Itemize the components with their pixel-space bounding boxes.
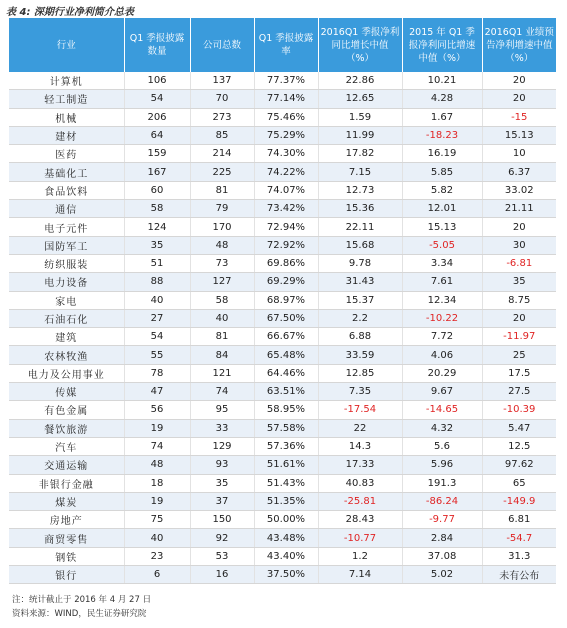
- forecast-growth-cell: 8.75: [482, 291, 556, 309]
- forecast-growth-cell: -6.81: [482, 254, 556, 272]
- forecast-growth-cell: 12.5: [482, 437, 556, 455]
- company-total-cell: 35: [190, 474, 254, 492]
- q1-disclosed-cell: 55: [124, 346, 190, 364]
- disclosure-rate-cell: 73.42%: [254, 200, 318, 218]
- company-total-cell: 33: [190, 419, 254, 437]
- growth-2016q1-cell: 11.99: [318, 126, 402, 144]
- growth-2015q1-cell: -86.24: [402, 492, 482, 510]
- industry-cell: 建筑: [9, 328, 124, 346]
- industry-cell: 通信: [9, 200, 124, 218]
- company-total-cell: 273: [190, 108, 254, 126]
- company-total-cell: 92: [190, 529, 254, 547]
- q1-disclosed-cell: 40: [124, 291, 190, 309]
- growth-2015q1-cell: 15.13: [402, 218, 482, 236]
- disclosure-rate-cell: 74.30%: [254, 145, 318, 163]
- table-row: [9, 364, 556, 382]
- forecast-growth-cell: -149.9: [482, 492, 556, 510]
- company-total-cell: 121: [190, 364, 254, 382]
- q1-disclosed-cell: 19: [124, 419, 190, 437]
- forecast-growth-cell: 6.81: [482, 511, 556, 529]
- industry-cell: 计算机: [9, 72, 124, 90]
- table-row: [9, 163, 556, 181]
- table-row: [9, 547, 556, 565]
- disclosure-rate-cell: 37.50%: [254, 566, 318, 584]
- growth-2015q1-cell: 20.29: [402, 364, 482, 382]
- industry-cell: 电力设备: [9, 273, 124, 291]
- q1-disclosed-cell: 6: [124, 566, 190, 584]
- industry-cell: 钢铁: [9, 547, 124, 565]
- forecast-growth-cell: 未有公布: [482, 566, 556, 584]
- table-row: [9, 474, 556, 492]
- growth-2016q1-cell: 17.33: [318, 456, 402, 474]
- industry-cell: 纺织服装: [9, 254, 124, 272]
- industry-cell: 食品饮料: [9, 181, 124, 199]
- growth-2016q1-cell: 22.11: [318, 218, 402, 236]
- forecast-growth-cell: 31.3: [482, 547, 556, 565]
- growth-2016q1-cell: 31.43: [318, 273, 402, 291]
- disclosure-rate-cell: 67.50%: [254, 309, 318, 327]
- q1-disclosed-cell: 74: [124, 437, 190, 455]
- forecast-growth-cell: 6.37: [482, 163, 556, 181]
- growth-2016q1-cell: 22.86: [318, 72, 402, 90]
- header-2015q1-profit-growth: 2015 年 Q1 季报净利同比增速中值（%）: [402, 18, 482, 72]
- disclosure-rate-cell: 64.46%: [254, 364, 318, 382]
- company-total-cell: 58: [190, 291, 254, 309]
- q1-disclosed-cell: 124: [124, 218, 190, 236]
- table-row: [9, 492, 556, 510]
- q1-disclosed-cell: 27: [124, 309, 190, 327]
- growth-2015q1-cell: 4.32: [402, 419, 482, 437]
- q1-disclosed-cell: 167: [124, 163, 190, 181]
- company-total-cell: 40: [190, 309, 254, 327]
- growth-2016q1-cell: 28.43: [318, 511, 402, 529]
- table-notes: [12, 593, 151, 621]
- growth-2016q1-cell: 22: [318, 419, 402, 437]
- forecast-growth-cell: 97.62: [482, 456, 556, 474]
- company-total-cell: 53: [190, 547, 254, 565]
- disclosure-rate-cell: 74.07%: [254, 181, 318, 199]
- growth-2015q1-cell: 7.72: [402, 328, 482, 346]
- table-row: [9, 273, 556, 291]
- table-row: [9, 236, 556, 254]
- industry-cell: 房地产: [9, 511, 124, 529]
- company-total-cell: 73: [190, 254, 254, 272]
- growth-2015q1-cell: 191.3: [402, 474, 482, 492]
- growth-2015q1-cell: 12.34: [402, 291, 482, 309]
- growth-2015q1-cell: -10.22: [402, 309, 482, 327]
- growth-2016q1-cell: 7.14: [318, 566, 402, 584]
- q1-disclosed-cell: 18: [124, 474, 190, 492]
- table-row: [9, 419, 556, 437]
- disclosure-rate-cell: 51.43%: [254, 474, 318, 492]
- industry-cell: 基础化工: [9, 163, 124, 181]
- growth-2015q1-cell: 5.82: [402, 181, 482, 199]
- company-total-cell: 81: [190, 181, 254, 199]
- growth-2015q1-cell: -5.05: [402, 236, 482, 254]
- forecast-growth-cell: 17.5: [482, 364, 556, 382]
- table-row: [9, 328, 556, 346]
- growth-2015q1-cell: 9.67: [402, 383, 482, 401]
- growth-2016q1-cell: -10.77: [318, 529, 402, 547]
- industry-cell: 餐饮旅游: [9, 419, 124, 437]
- forecast-growth-cell: 25: [482, 346, 556, 364]
- q1-disclosed-cell: 54: [124, 328, 190, 346]
- forecast-growth-cell: 35: [482, 273, 556, 291]
- q1-disclosed-cell: 51: [124, 254, 190, 272]
- growth-2016q1-cell: 33.59: [318, 346, 402, 364]
- growth-2016q1-cell: 12.85: [318, 364, 402, 382]
- disclosure-rate-cell: 66.67%: [254, 328, 318, 346]
- company-total-cell: 137: [190, 72, 254, 90]
- company-total-cell: 48: [190, 236, 254, 254]
- industry-cell: 农林牧渔: [9, 346, 124, 364]
- q1-disclosed-cell: 58: [124, 200, 190, 218]
- growth-2015q1-cell: 12.01: [402, 200, 482, 218]
- company-total-cell: 84: [190, 346, 254, 364]
- header-2016q1-forecast-growth: 2016Q1 业绩预告净利增速中值（%）: [482, 18, 556, 72]
- growth-2016q1-cell: 15.68: [318, 236, 402, 254]
- growth-2016q1-cell: 7.35: [318, 383, 402, 401]
- company-total-cell: 95: [190, 401, 254, 419]
- growth-2016q1-cell: 6.88: [318, 328, 402, 346]
- table-row: [9, 218, 556, 236]
- growth-2015q1-cell: 5.85: [402, 163, 482, 181]
- forecast-growth-cell: -15: [482, 108, 556, 126]
- company-total-cell: 127: [190, 273, 254, 291]
- forecast-growth-cell: 27.5: [482, 383, 556, 401]
- industry-cell: 电子元件: [9, 218, 124, 236]
- company-total-cell: 129: [190, 437, 254, 455]
- company-total-cell: 85: [190, 126, 254, 144]
- table-row: [9, 456, 556, 474]
- q1-disclosed-cell: 88: [124, 273, 190, 291]
- growth-2015q1-cell: 5.02: [402, 566, 482, 584]
- disclosure-rate-cell: 50.00%: [254, 511, 318, 529]
- disclosure-rate-cell: 51.61%: [254, 456, 318, 474]
- disclosure-rate-cell: 57.58%: [254, 419, 318, 437]
- company-total-cell: 81: [190, 328, 254, 346]
- disclosure-rate-cell: 75.29%: [254, 126, 318, 144]
- q1-disclosed-cell: 78: [124, 364, 190, 382]
- table-row: [9, 309, 556, 327]
- q1-disclosed-cell: 56: [124, 401, 190, 419]
- q1-disclosed-cell: 159: [124, 145, 190, 163]
- q1-disclosed-cell: 47: [124, 383, 190, 401]
- disclosure-rate-cell: 63.51%: [254, 383, 318, 401]
- growth-2015q1-cell: -18.23: [402, 126, 482, 144]
- q1-disclosed-cell: 19: [124, 492, 190, 510]
- company-total-cell: 16: [190, 566, 254, 584]
- growth-2016q1-cell: 7.15: [318, 163, 402, 181]
- growth-2016q1-cell: 40.83: [318, 474, 402, 492]
- table-row: [9, 291, 556, 309]
- table-row: [9, 511, 556, 529]
- header-q1-disclosure-rate: Q1 季报披露率: [254, 18, 318, 72]
- forecast-growth-cell: 21.11: [482, 200, 556, 218]
- industry-cell: 机械: [9, 108, 124, 126]
- growth-2016q1-cell: 9.78: [318, 254, 402, 272]
- disclosure-rate-cell: 51.35%: [254, 492, 318, 510]
- company-total-cell: 79: [190, 200, 254, 218]
- forecast-growth-cell: 10: [482, 145, 556, 163]
- growth-2016q1-cell: -17.54: [318, 401, 402, 419]
- table-row: [9, 72, 556, 90]
- q1-disclosed-cell: 54: [124, 90, 190, 108]
- growth-2015q1-cell: 16.19: [402, 145, 482, 163]
- company-total-cell: 214: [190, 145, 254, 163]
- industry-cell: 国防军工: [9, 236, 124, 254]
- growth-2016q1-cell: 2.2: [318, 309, 402, 327]
- table-row: [9, 437, 556, 455]
- industry-cell: 家电: [9, 291, 124, 309]
- table-row: [9, 383, 556, 401]
- growth-2015q1-cell: 2.84: [402, 529, 482, 547]
- industry-cell: 煤炭: [9, 492, 124, 510]
- industry-cell: 汽车: [9, 437, 124, 455]
- forecast-growth-cell: 20: [482, 72, 556, 90]
- q1-disclosed-cell: 35: [124, 236, 190, 254]
- growth-2015q1-cell: 4.06: [402, 346, 482, 364]
- industry-cell: 商贸零售: [9, 529, 124, 547]
- forecast-growth-cell: 20: [482, 218, 556, 236]
- growth-2016q1-cell: 15.36: [318, 200, 402, 218]
- table-row: [9, 401, 556, 419]
- table-row: [9, 566, 556, 584]
- forecast-growth-cell: -11.97: [482, 328, 556, 346]
- forecast-growth-cell: -54.7: [482, 529, 556, 547]
- industry-cell: 石油石化: [9, 309, 124, 327]
- note-cutoff-date: 注：统计截止于 2016 年 4 月 27 日: [12, 595, 152, 605]
- company-total-cell: 150: [190, 511, 254, 529]
- q1-disclosed-cell: 60: [124, 181, 190, 199]
- industry-cell: 银行: [9, 566, 124, 584]
- industry-cell: 医药: [9, 145, 124, 163]
- growth-2015q1-cell: 5.96: [402, 456, 482, 474]
- industry-cell: 传媒: [9, 383, 124, 401]
- industry-cell: 建材: [9, 126, 124, 144]
- table-header-row: [9, 18, 556, 72]
- q1-disclosed-cell: 206: [124, 108, 190, 126]
- growth-2015q1-cell: 7.61: [402, 273, 482, 291]
- table-row: [9, 90, 556, 108]
- industry-earnings-table: [9, 18, 556, 584]
- growth-2015q1-cell: 4.28: [402, 90, 482, 108]
- growth-2016q1-cell: 14.3: [318, 437, 402, 455]
- note-data-source: 资料来源：WIND，民生证券研究院: [12, 609, 147, 619]
- q1-disclosed-cell: 23: [124, 547, 190, 565]
- forecast-growth-cell: 20: [482, 309, 556, 327]
- growth-2016q1-cell: 12.73: [318, 181, 402, 199]
- header-company-total: 公司总数: [190, 18, 254, 72]
- q1-disclosed-cell: 64: [124, 126, 190, 144]
- disclosure-rate-cell: 77.14%: [254, 90, 318, 108]
- table-row: [9, 254, 556, 272]
- disclosure-rate-cell: 72.92%: [254, 236, 318, 254]
- forecast-growth-cell: 5.47: [482, 419, 556, 437]
- table-row: [9, 200, 556, 218]
- q1-disclosed-cell: 106: [124, 72, 190, 90]
- company-total-cell: 37: [190, 492, 254, 510]
- growth-2016q1-cell: 17.82: [318, 145, 402, 163]
- growth-2015q1-cell: 37.08: [402, 547, 482, 565]
- header-industry: 行业: [9, 18, 124, 72]
- industry-cell: 交通运输: [9, 456, 124, 474]
- industry-cell: 轻工制造: [9, 90, 124, 108]
- disclosure-rate-cell: 65.48%: [254, 346, 318, 364]
- disclosure-rate-cell: 75.46%: [254, 108, 318, 126]
- company-total-cell: 70: [190, 90, 254, 108]
- table-row: [9, 346, 556, 364]
- q1-disclosed-cell: 48: [124, 456, 190, 474]
- q1-disclosed-cell: 40: [124, 529, 190, 547]
- disclosure-rate-cell: 57.36%: [254, 437, 318, 455]
- forecast-growth-cell: 30: [482, 236, 556, 254]
- table-row: [9, 145, 556, 163]
- industry-cell: 有色金属: [9, 401, 124, 419]
- forecast-growth-cell: 15.13: [482, 126, 556, 144]
- growth-2015q1-cell: 5.6: [402, 437, 482, 455]
- disclosure-rate-cell: 58.95%: [254, 401, 318, 419]
- growth-2015q1-cell: 1.67: [402, 108, 482, 126]
- forecast-growth-cell: 65: [482, 474, 556, 492]
- growth-2015q1-cell: -9.77: [402, 511, 482, 529]
- company-total-cell: 225: [190, 163, 254, 181]
- growth-2015q1-cell: 10.21: [402, 72, 482, 90]
- company-total-cell: 93: [190, 456, 254, 474]
- disclosure-rate-cell: 68.97%: [254, 291, 318, 309]
- disclosure-rate-cell: 74.22%: [254, 163, 318, 181]
- disclosure-rate-cell: 43.40%: [254, 547, 318, 565]
- growth-2015q1-cell: -14.65: [402, 401, 482, 419]
- disclosure-rate-cell: 69.86%: [254, 254, 318, 272]
- disclosure-rate-cell: 72.94%: [254, 218, 318, 236]
- forecast-growth-cell: -10.39: [482, 401, 556, 419]
- growth-2016q1-cell: 15.37: [318, 291, 402, 309]
- forecast-growth-cell: 33.02: [482, 181, 556, 199]
- disclosure-rate-cell: 77.37%: [254, 72, 318, 90]
- growth-2016q1-cell: 12.65: [318, 90, 402, 108]
- header-2016q1-profit-growth: 2016Q1 季报净利同比增长中值（%）: [318, 18, 402, 72]
- industry-cell: 非银行金融: [9, 474, 124, 492]
- disclosure-rate-cell: 43.48%: [254, 529, 318, 547]
- company-total-cell: 170: [190, 218, 254, 236]
- table-row: [9, 108, 556, 126]
- table-row: [9, 126, 556, 144]
- forecast-growth-cell: 20: [482, 90, 556, 108]
- growth-2015q1-cell: 3.34: [402, 254, 482, 272]
- growth-2016q1-cell: 1.59: [318, 108, 402, 126]
- header-q1-disclosed-count: Q1 季报披露数量: [124, 18, 190, 72]
- table-caption: 表 4: 深期行业净利简介总表: [6, 7, 134, 18]
- table-row: [9, 529, 556, 547]
- company-total-cell: 74: [190, 383, 254, 401]
- growth-2016q1-cell: 1.2: [318, 547, 402, 565]
- industry-cell: 电力及公用事业: [9, 364, 124, 382]
- growth-2016q1-cell: -25.81: [318, 492, 402, 510]
- q1-disclosed-cell: 75: [124, 511, 190, 529]
- table-row: [9, 181, 556, 199]
- disclosure-rate-cell: 69.29%: [254, 273, 318, 291]
